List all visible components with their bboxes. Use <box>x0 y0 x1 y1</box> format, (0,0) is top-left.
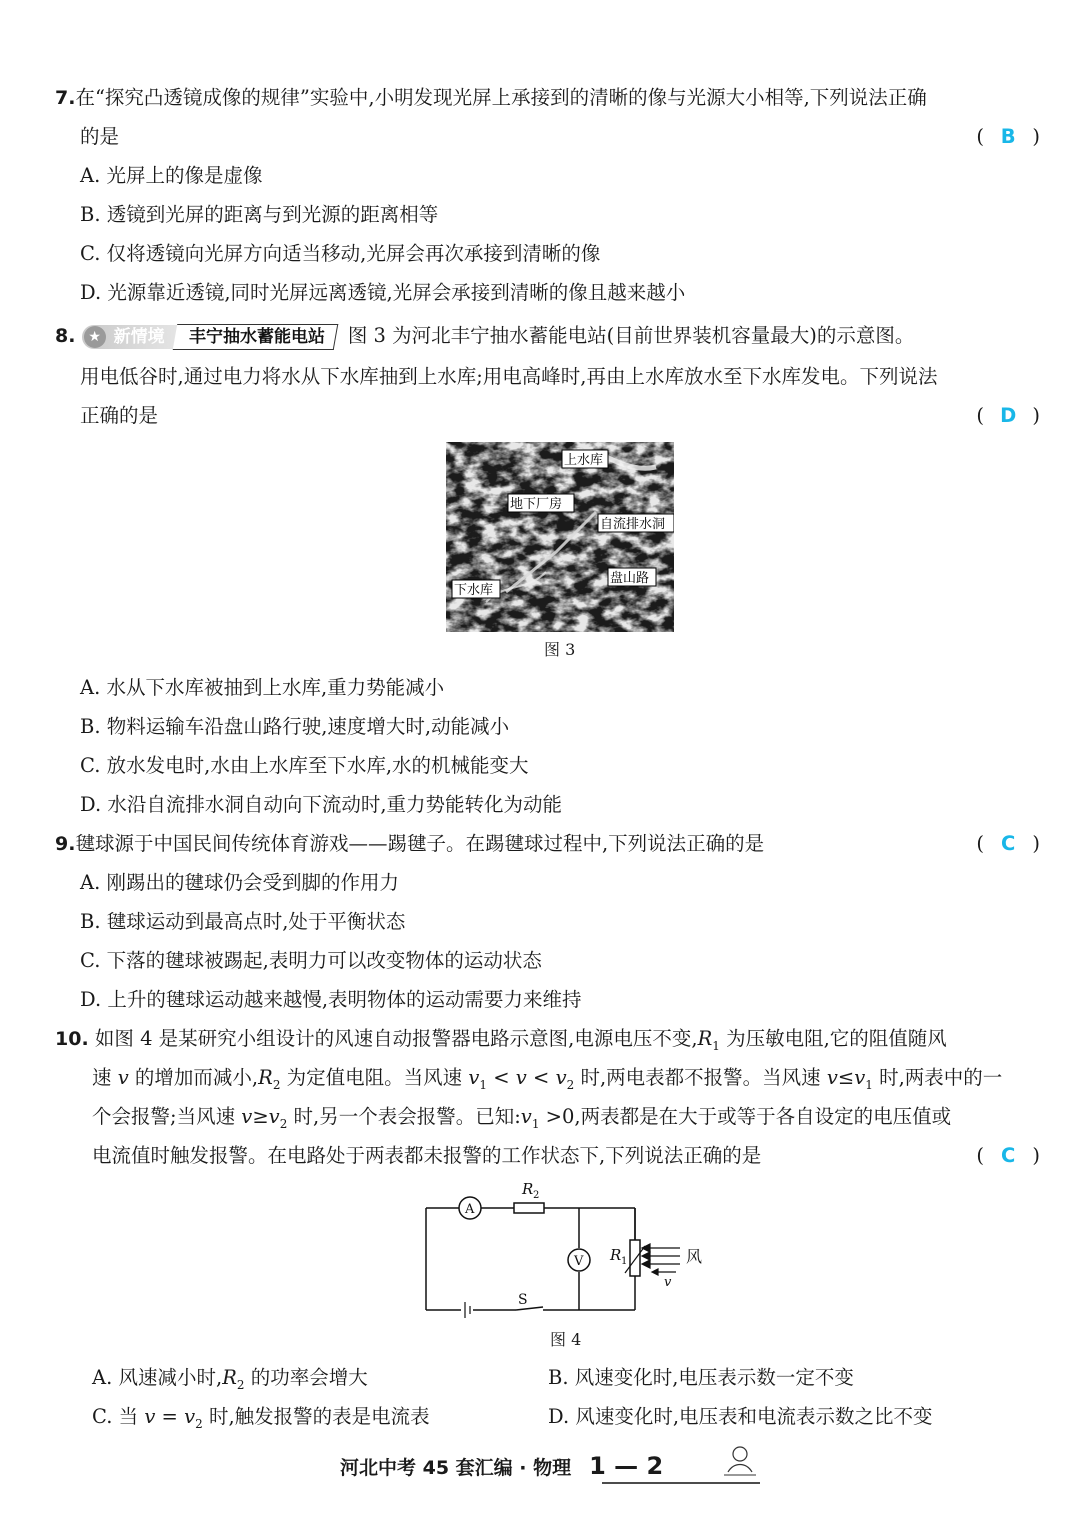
wind-label: 风 <box>686 1247 703 1266</box>
q9-option-b: B. 毽球运动到最高点时,处于平衡状态 <box>80 910 406 933</box>
q9-answer-letter: C <box>1001 832 1016 855</box>
q8-option-d: D. 水沿自流排水洞自动向下流动时,重力势能转化为动能 <box>80 793 563 816</box>
r2-subscript: 2 <box>533 1190 540 1201</box>
q8-number: 8. <box>55 325 76 347</box>
q7-answer-letter: B <box>1000 125 1016 148</box>
q8-option-c: C. 放水发电时,水由上水库至下水库,水的机械能变大 <box>80 754 529 777</box>
label-underground-plant: 地下厂房 <box>510 497 563 512</box>
q7-stem-line2: 的是 <box>80 125 120 148</box>
q8-stem-line3: 正确的是 <box>80 404 159 427</box>
topic-tag <box>172 324 338 350</box>
q10-option-a: A. 风速减小时$,R_2$ 的功率会增大 <box>92 1366 368 1392</box>
q8-text: 图 3 为河北丰宁抽水蓄能电站(目前世界装机容量最大)的示意图。 <box>347 324 915 347</box>
q10-answer: ( C ) <box>976 1144 1040 1167</box>
q10-number: 10. <box>55 1028 89 1050</box>
q9-stem-line1 <box>55 831 764 857</box>
label-drainage-tunnel: 自流排水洞 <box>600 517 666 532</box>
resistor-r2 <box>514 1203 544 1213</box>
q9-text: 毽球源于中国民间传统体育游戏——踢毽子。在踢毽球过程中,下列说法正确的是 <box>75 832 765 855</box>
figure-3-image <box>446 442 674 632</box>
q10-stem-line2: 速 v 的增加而减小$,R_2$ 为定值电阻。当风速 $v_1 < v < v_2$ 时,两电表都不报警。当风速 $v\le v_1$ 时,两表中的一 <box>92 1066 1003 1092</box>
q10-option-b: B. 风速变化时,电压表示数一定不变 <box>548 1366 854 1389</box>
q9-option-d: D. 上升的毽球运动越来越慢,表明物体的运动需要力来维持 <box>80 988 582 1011</box>
new-context-label: 新情境 <box>113 326 165 347</box>
voltmeter-label: V <box>574 1254 584 1269</box>
q8-answer-letter: D <box>1000 404 1017 427</box>
mascot-icon <box>718 1442 762 1478</box>
q7-option-a: A. 光屏上的像是虚像 <box>80 164 263 187</box>
q10-stem-line4: 电流值时触发报警。在电路处于两表都未报警的工作状态下,下列说法正确的是 <box>92 1144 762 1167</box>
q9-option-a: A. 刚踢出的毽球仍会受到脚的作用力 <box>80 871 399 894</box>
q10-option-d: D. 风速变化时,电压表和电流表示数之比不变 <box>548 1405 933 1428</box>
ammeter-label: A <box>465 1202 475 1217</box>
switch-label: S <box>518 1292 528 1308</box>
q9-answer: ( C ) <box>976 832 1040 855</box>
q7-answer: ( B ) <box>976 125 1040 148</box>
q7-text: 在“探究凸透镜成像的规律”实验中,小明发现光屏上承接到的清晰的像与光源大小相等,下列说法正确 <box>75 86 927 109</box>
topic-label: 丰宁抽水蓄能电站 <box>188 326 325 347</box>
q10-answer-letter: C <box>1001 1144 1016 1167</box>
footer-underline <box>600 1478 765 1486</box>
figure-4-caption: 图 4 <box>550 1330 582 1349</box>
q8-stem-line2: 用电低谷时,通过电力将水从下水库抽到上水库;用电高峰时,再由上水库放水至下水库发电。下列说法 <box>80 365 938 388</box>
velocity-label: v <box>664 1275 672 1290</box>
q7-number: 7. <box>55 87 76 109</box>
r1-label: R <box>610 1246 622 1264</box>
q9-option-c: C. 下落的毽球被踢起,表明力可以改变物体的运动状态 <box>80 949 542 972</box>
q8-answer: ( D ) <box>976 404 1040 427</box>
resistor-r1 <box>630 1240 640 1276</box>
label-lower-reservoir: 下水库 <box>454 583 494 598</box>
figure-4-circuit <box>420 1178 720 1328</box>
q8-option-b: B. 物料运输车沿盘山路行驶,速度增大时,动能减小 <box>80 715 510 738</box>
q7-stem-line1 <box>55 85 927 111</box>
q8-option-a: A. 水从下水库被抽到上水库,重力势能减小 <box>80 676 445 699</box>
q7-option-d: D. 光源靠近透镜,同时光屏远离透镜,光屏会承接到清晰的像且越来越小 <box>80 281 686 304</box>
q10-stem-line1: 10. 如图 4 是某研究小组设计的风速自动报警器电路示意图,电源电压不变$,R_1$ 为压敏电阻,它的阻值随风 <box>55 1027 947 1053</box>
figure-3-caption: 图 3 <box>544 640 576 659</box>
new-context-tag <box>82 325 183 349</box>
q8-stem-line1 <box>55 323 914 350</box>
q10-stem-line3: 个会报警;当风速 $v\ge v_2$ 时,另一个表会报警。已知$:v_1 >0$,两表都是在大于或等于各自设定的电压值或 <box>92 1105 952 1131</box>
r1-subscript: 1 <box>621 1256 628 1267</box>
page-number: 1 — 2 <box>589 1452 664 1480</box>
r2-label: R <box>522 1180 534 1198</box>
q7-option-b: B. 透镜到光屏的距离与到光源的距离相等 <box>80 203 439 226</box>
star-icon: ★ <box>84 326 106 348</box>
label-mountain-road: 盘山路 <box>610 571 650 586</box>
q7-option-c: C. 仅将透镜向光屏方向适当移动,光屏会再次承接到清晰的像 <box>80 242 601 265</box>
label-upper-reservoir: 上水库 <box>564 453 604 468</box>
q9-number: 9. <box>55 833 76 855</box>
footer-title: 河北中考 45 套汇编 · 物理 <box>340 1457 572 1479</box>
q10-option-c: C. 当 $v = v_2$ 时,触发报警的表是电流表 <box>92 1405 430 1431</box>
